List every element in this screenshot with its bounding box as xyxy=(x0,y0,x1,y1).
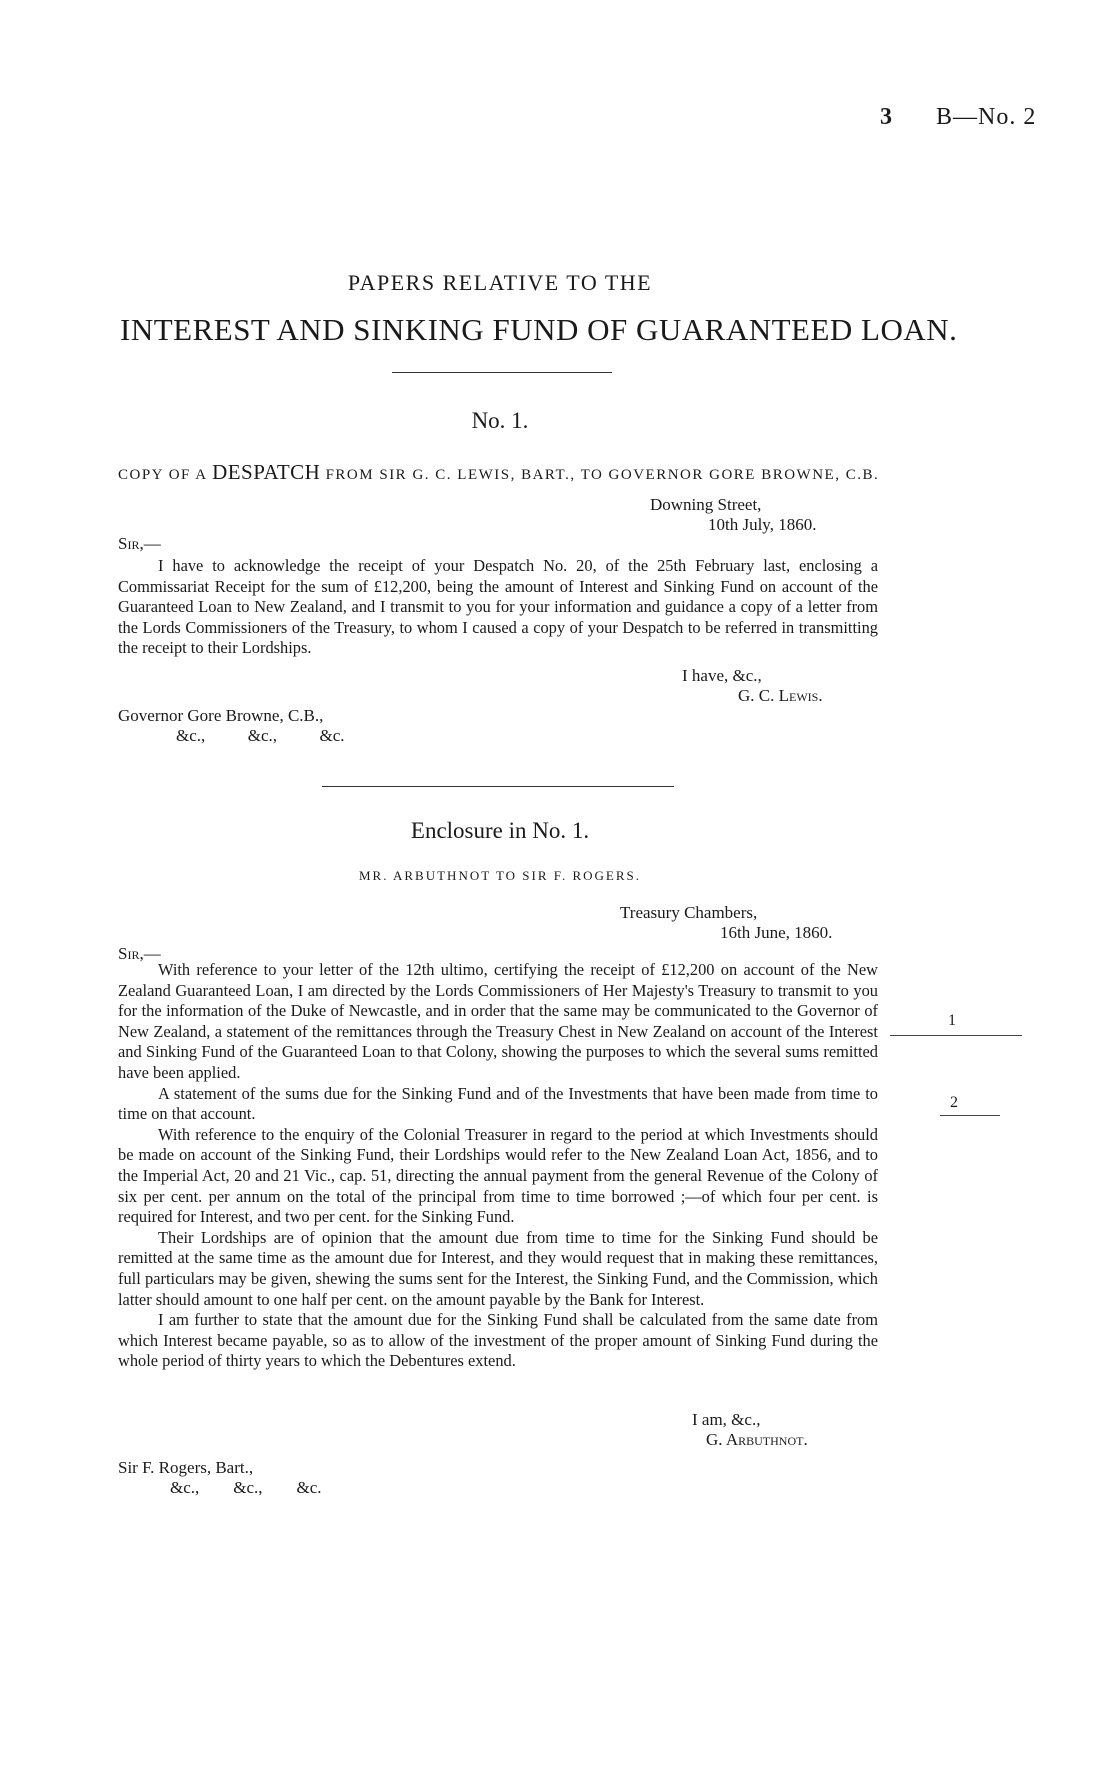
despatch-salutation: Sir,— xyxy=(118,534,161,553)
margin-rule-1 xyxy=(890,1035,1022,1036)
despatch-addressee: Governor Gore Browne, C.B., xyxy=(118,706,324,725)
enclosure-addressee-etc: &c., &c., &c. xyxy=(170,1478,322,1497)
page-number: 3 xyxy=(880,104,892,130)
enclosure-date: 16th June, 1860. xyxy=(720,923,833,942)
enclosure-paragraph-1: With reference to your letter of the 12th ultimo, certifying the receipt of £12,200 on account of the New Zealand Guaranteed Loan, I am directed by the Lords Commissioners of Her Majesty's Treasury to transmit to you for the information of the Duke of Newcastle, and in order that the same may be communicated to the Governor of New Zealand, a statement of the remittances through the Treasury Chest in New Zealand on account of the Interest and Sinking Fund of the Guaranteed Loan to that Colony, showing the purposes to which the several sums remitted have been applied. xyxy=(118,960,878,1082)
despatch-addressee-etc: &c., &c., &c. xyxy=(176,726,345,745)
margin-note-2: 2 xyxy=(950,1094,958,1111)
section-divider xyxy=(322,786,674,787)
despatch-date: 10th July, 1860. xyxy=(708,515,817,534)
despatch-closing: I have, &c., xyxy=(682,666,762,685)
margin-rule-2 xyxy=(940,1115,1000,1116)
title-line-1: PAPERS RELATIVE TO THE xyxy=(347,270,653,295)
despatch-heading-pre: COPY OF A xyxy=(118,467,207,483)
despatch-number: No. 1. xyxy=(471,408,529,433)
enclosure-signature: G. Arbuthnot. xyxy=(706,1430,808,1449)
enclosure-paragraph-4: Their Lordships are of opinion that the amount due from time to time for the Sinking Fund should be remitted at the same time as the amount due for Interest, and they would request that in making these remittances, full particulars may be given, shewing the sums sent for the Interest, the Sinking Fund, and the Commission, which latter should amount to one half per cent. on the amount payable by the Bank for Interest. xyxy=(118,1227,878,1309)
enclosure-addressee: Sir F. Rogers, Bart., xyxy=(118,1458,254,1477)
despatch-signature: G. C. Lewis. xyxy=(738,686,823,705)
enclosure-heading: Enclosure in No. 1. xyxy=(410,818,590,843)
enclosure-subheading: MR. ARBUTHNOT TO SIR F. ROGERS. xyxy=(358,868,641,883)
enclosure-paragraph-3: With reference to the enquiry of the Colonial Treasurer in regard to the period at which Investments should be made on account of the Sinking Fund, their Lordships would refer to the New Zealand Loan Act, 1856, and to the Imperial Act, 20 and 21 Vic., cap. 51, directing the annual payment from the general Revenue of the Colony of six per cent. per annum on the total of the principal from time to time borrowed ;—of which four per cent. is required for Interest, and two per cent. for the Sinking Fund. xyxy=(118,1124,878,1227)
enclosure-closing: I am, &c., xyxy=(692,1410,761,1429)
despatch-heading-word: DESPATCH xyxy=(212,460,321,484)
enclosure-place: Treasury Chambers, xyxy=(620,903,758,922)
document-reference: B—No. 2 xyxy=(936,104,1037,130)
despatch-body: I have to acknowledge the receipt of your Despatch No. 20, of the 25th February last, enclosing a Commissariat Receipt for the sum of £12,200, being the amount of Interest and Sinking Fund on account of the Guaranteed Loan to New Zealand, and I transmit to you for your information and guidance a copy of a letter from the Lords Commissioners of the Treasury, to whom I caused a copy of your Despatch to be referred in transmitting the receipt to their Lordships. xyxy=(118,556,878,658)
enclosure-paragraph-2: A statement of the sums due for the Sinking Fund and of the Investments that have been made from time to time on that account. xyxy=(118,1083,878,1124)
despatch-place: Downing Street, xyxy=(650,495,762,514)
enclosure-salutation: Sir,— xyxy=(118,944,161,963)
enclosure-paragraph-5: I am further to state that the amount due for the Sinking Fund shall be calculated from the same date from which Interest became payable, so as to allow of the investment of the proper amount of Sinking Fund during the whole period of thirty years to which the Debentures extend. xyxy=(118,1310,878,1371)
title-divider xyxy=(392,372,612,373)
enclosure-body xyxy=(118,960,886,1372)
margin-note-1: 1 xyxy=(948,1012,956,1029)
title-line-2: INTEREST AND SINKING FUND OF GUARANTEED LOAN. xyxy=(120,312,958,347)
despatch-heading xyxy=(118,460,978,485)
despatch-heading-post: FROM SIR G. C. LEWIS, BART., TO GOVERNOR GORE BROWNE, C.B. xyxy=(325,467,880,483)
